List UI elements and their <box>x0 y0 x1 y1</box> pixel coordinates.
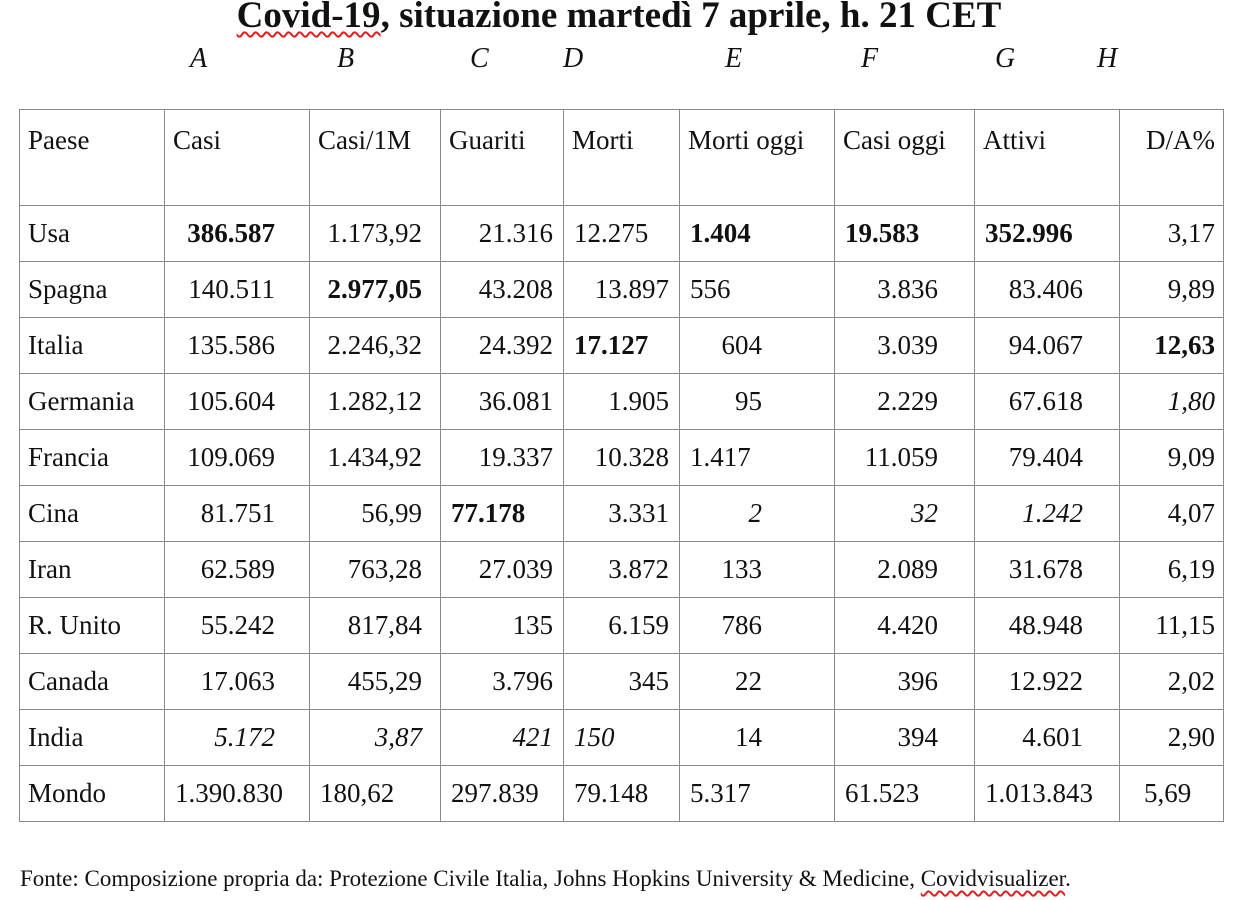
cell-country: Mondo <box>20 766 165 822</box>
cell-country: Germania <box>20 374 165 430</box>
table-row <box>20 542 1224 598</box>
cell-da: 3,17 <box>1120 206 1224 262</box>
cell-casi: 5.172 <box>165 710 310 766</box>
cell-casi: 81.751 <box>165 486 310 542</box>
source-link[interactable]: Covidvisualizer <box>920 866 1066 891</box>
cell-guariti: 21.316 <box>441 206 564 262</box>
cell-guariti: 421 <box>441 710 564 766</box>
cell-attivi: 83.406 <box>975 262 1120 318</box>
cell-country: Canada <box>20 654 165 710</box>
cell-casi-1m: 3,87 <box>310 710 441 766</box>
cell-morti-oggi: 133 <box>680 542 835 598</box>
cell-casi: 17.063 <box>165 654 310 710</box>
cell-morti: 3.872 <box>564 542 680 598</box>
cell-casi-oggi: 3.039 <box>835 318 975 374</box>
table-row <box>20 598 1224 654</box>
table-row <box>20 430 1224 486</box>
header-casi: Casi <box>165 110 310 206</box>
cell-guariti: 297.839 <box>441 766 564 822</box>
table-row <box>20 262 1224 318</box>
cell-attivi: 79.404 <box>975 430 1120 486</box>
cell-morti-oggi: 1.417 <box>680 430 835 486</box>
cell-morti-oggi: 22 <box>680 654 835 710</box>
header-morti-oggi: Morti oggi <box>680 110 835 206</box>
table-row <box>20 766 1224 822</box>
cell-casi: 109.069 <box>165 430 310 486</box>
cell-da: 12,63 <box>1120 318 1224 374</box>
cell-morti: 1.905 <box>564 374 680 430</box>
cell-attivi: 1.013.843 <box>975 766 1120 822</box>
cell-morti-oggi: 5.317 <box>680 766 835 822</box>
cell-morti-oggi: 2 <box>680 486 835 542</box>
table-row <box>20 206 1224 262</box>
cell-casi: 62.589 <box>165 542 310 598</box>
table-row <box>20 374 1224 430</box>
column-letter: B <box>337 43 355 74</box>
cell-guariti: 135 <box>441 598 564 654</box>
cell-morti: 150 <box>564 710 680 766</box>
header-row <box>20 110 1224 206</box>
header-casi-1m: Casi/1M <box>310 110 441 206</box>
cell-morti: 345 <box>564 654 680 710</box>
cell-guariti: 19.337 <box>441 430 564 486</box>
table-row <box>20 654 1224 710</box>
column-letter: G <box>995 43 1016 74</box>
cell-casi-oggi: 61.523 <box>835 766 975 822</box>
cell-morti: 3.331 <box>564 486 680 542</box>
cell-guariti: 43.208 <box>441 262 564 318</box>
header-da-percent: D/A% <box>1120 110 1224 206</box>
cell-casi-oggi: 11.059 <box>835 430 975 486</box>
header-casi-oggi: Casi oggi <box>835 110 975 206</box>
cell-attivi: 94.067 <box>975 318 1120 374</box>
header-morti: Morti <box>564 110 680 206</box>
cell-attivi: 352.996 <box>975 206 1120 262</box>
cell-casi-oggi: 4.420 <box>835 598 975 654</box>
column-letter: D <box>563 43 584 74</box>
cell-da: 4,07 <box>1120 486 1224 542</box>
cell-casi: 105.604 <box>165 374 310 430</box>
cell-guariti: 36.081 <box>441 374 564 430</box>
header-paese: Paese <box>20 110 165 206</box>
source-note <box>20 864 1071 894</box>
table-row <box>20 318 1224 374</box>
cell-da: 5,69 <box>1120 766 1224 822</box>
covid-table <box>19 109 1224 822</box>
cell-morti: 79.148 <box>564 766 680 822</box>
cell-casi: 140.511 <box>165 262 310 318</box>
cell-attivi: 48.948 <box>975 598 1120 654</box>
cell-country: Usa <box>20 206 165 262</box>
cell-casi-1m: 1.173,92 <box>310 206 441 262</box>
cell-country: India <box>20 710 165 766</box>
cell-casi-1m: 2.977,05 <box>310 262 441 318</box>
cell-casi-oggi: 2.089 <box>835 542 975 598</box>
cell-attivi: 4.601 <box>975 710 1120 766</box>
source-text: Fonte: Composizione propria da: Protezione Civile Italia, Johns Hopkins University & Medicine, <box>20 866 921 891</box>
column-letter: F <box>861 43 879 74</box>
column-letter: H <box>1097 43 1118 74</box>
cell-casi-oggi: 396 <box>835 654 975 710</box>
cell-casi-1m: 1.434,92 <box>310 430 441 486</box>
title-text: , situazione martedì 7 aprile, h. 21 CET <box>380 0 1002 36</box>
cell-attivi: 67.618 <box>975 374 1120 430</box>
cell-da: 11,15 <box>1120 598 1224 654</box>
cell-country: Spagna <box>20 262 165 318</box>
cell-da: 1,80 <box>1120 374 1224 430</box>
cell-casi: 1.390.830 <box>165 766 310 822</box>
cell-da: 6,19 <box>1120 542 1224 598</box>
cell-morti-oggi: 14 <box>680 710 835 766</box>
cell-morti: 17.127 <box>564 318 680 374</box>
cell-country: Italia <box>20 318 165 374</box>
cell-country: R. Unito <box>20 598 165 654</box>
cell-casi-1m: 817,84 <box>310 598 441 654</box>
cell-casi-oggi: 394 <box>835 710 975 766</box>
cell-morti: 6.159 <box>564 598 680 654</box>
cell-casi: 386.587 <box>165 206 310 262</box>
cell-casi-1m: 763,28 <box>310 542 441 598</box>
cell-casi-oggi: 2.229 <box>835 374 975 430</box>
cell-morti-oggi: 1.404 <box>680 206 835 262</box>
source-suffix: . <box>1065 866 1071 891</box>
table-row <box>20 710 1224 766</box>
cell-guariti: 77.178 <box>441 486 564 542</box>
cell-guariti: 24.392 <box>441 318 564 374</box>
cell-morti-oggi: 95 <box>680 374 835 430</box>
cell-guariti: 27.039 <box>441 542 564 598</box>
cell-attivi: 12.922 <box>975 654 1120 710</box>
cell-casi: 55.242 <box>165 598 310 654</box>
table-row <box>20 486 1224 542</box>
cell-da: 2,02 <box>1120 654 1224 710</box>
cell-country: Cina <box>20 486 165 542</box>
cell-casi-1m: 2.246,32 <box>310 318 441 374</box>
cell-morti: 12.275 <box>564 206 680 262</box>
cell-da: 9,09 <box>1120 430 1224 486</box>
cell-casi-1m: 1.282,12 <box>310 374 441 430</box>
cell-casi-oggi: 32 <box>835 486 975 542</box>
cell-casi: 135.586 <box>165 318 310 374</box>
column-letter: C <box>470 43 489 74</box>
cell-casi-1m: 56,99 <box>310 486 441 542</box>
column-letter: A <box>190 43 208 74</box>
cell-guariti: 3.796 <box>441 654 564 710</box>
column-letter: E <box>725 43 743 74</box>
cell-morti-oggi: 786 <box>680 598 835 654</box>
cell-casi-1m: 455,29 <box>310 654 441 710</box>
cell-da: 2,90 <box>1120 710 1224 766</box>
cell-casi-1m: 180,62 <box>310 766 441 822</box>
cell-morti: 10.328 <box>564 430 680 486</box>
cell-morti-oggi: 604 <box>680 318 835 374</box>
cell-country: Iran <box>20 542 165 598</box>
title-term: Covid-19 <box>236 0 381 36</box>
header-guariti: Guariti <box>441 110 564 206</box>
cell-casi-oggi: 3.836 <box>835 262 975 318</box>
cell-morti: 13.897 <box>564 262 680 318</box>
cell-da: 9,89 <box>1120 262 1224 318</box>
cell-attivi: 1.242 <box>975 486 1120 542</box>
cell-morti-oggi: 556 <box>680 262 835 318</box>
header-attivi: Attivi <box>975 110 1120 206</box>
cell-attivi: 31.678 <box>975 542 1120 598</box>
cell-country: Francia <box>20 430 165 486</box>
cell-casi-oggi: 19.583 <box>835 206 975 262</box>
page-title <box>0 0 1238 38</box>
